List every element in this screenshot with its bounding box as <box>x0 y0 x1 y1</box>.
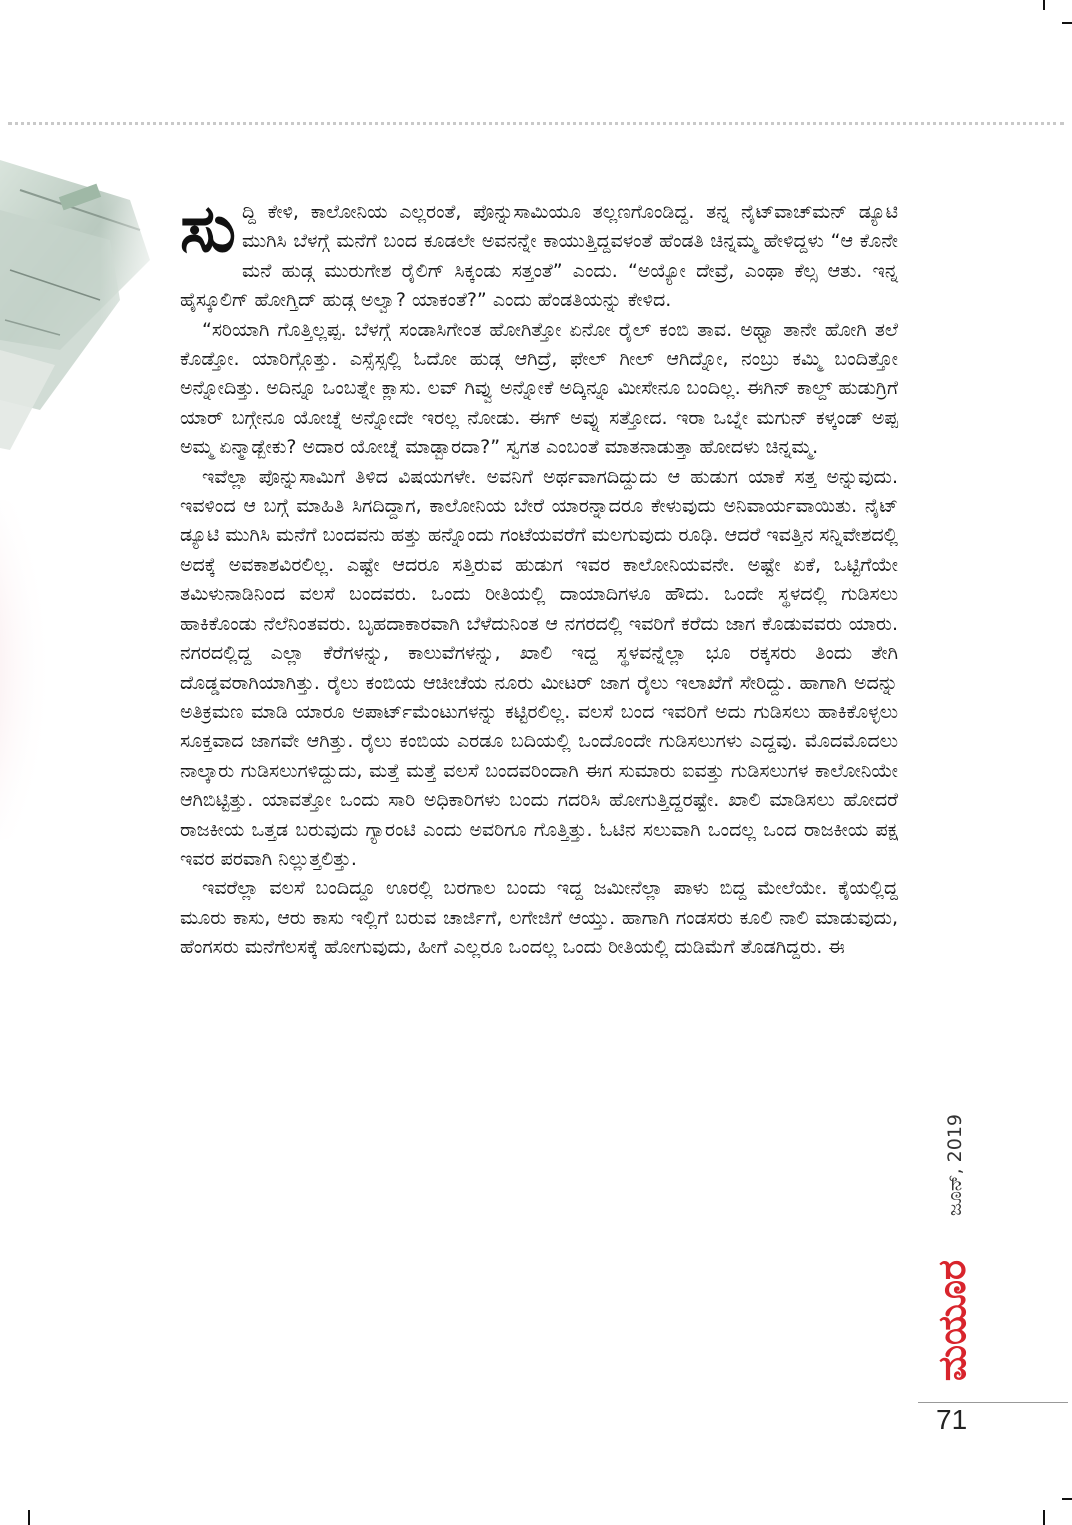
article-paragraph: “ಸರಿಯಾಗಿ ಗೊತ್ತಿಲ್ಲಪ್ಪ. ಬೆಳಗ್ಗೆ ಸಂಡಾಸಿಗೇಂತ ಹೋಗಿತ್ತೋ ಏನೋ ರೈಲ್ ಕಂಬಿ ತಾವ. ಅಥ್ವಾ ತಾನೇ ಹೋಗಿ ತಲೆ ಕೊಡ್ತೋ. ಯಾರಿಗ್ಗೊತ್ತು. ಎಸ್ಸೆಸ್ಸಲ್ಲಿ ಓದೋ ಹುಡ್ಗ ಆಗಿದ್ರೆ, ಫೇಲ್ ಗೀಲ್ ಆಗಿದ್ನೋ, ನಂಬ್ರು ಕಮ್ಮಿ ಬಂದಿತ್ತೋ ಅನ್ನೋದಿತ್ತು. ಅದಿನ್ನೂ ಒಂಬತ್ನೇ ಕ್ಲಾಸು. ಲವ್ ಗಿವ್ವು ಅನ್ನೋಕೆ ಅದ್ಕಿನ್ನೂ ಮೀಸೇನೂ ಬಂದಿಲ್ಲ. ಈಗಿನ್ ಕಾಲ್ದ್ ಹುಡುಗ್ರಿಗೆ ಯಾರ್ ಬಗ್ಗೇನೂ ಯೋಚ್ನೆ ಅನ್ನೋದೇ ಇರಲ್ಲ ನೋಡು. ಈಗ್ ಅವ್ನು ಸತ್ತೋದ. ಇರಾ ಒಬ್ನೇ ಮಗುನ್ ಕಳ್ಕಂಡ್ ಅಪ್ಪ ಅಮ್ಮ ಏನ್ಮಾಡ್ಬೇಕು? ಅದಾರ ಯೋಚ್ನೆ ಮಾಡ್ಬಾರದಾ?” ಸ್ವಗತ ಎಂಬಂತೆ ಮಾತನಾಡುತ್ತಾ ಹೋದಳು ಚಿನ್ನಮ್ಮ. <box>180 318 898 459</box>
drop-cap: ಸು <box>180 190 237 267</box>
article-body <box>180 190 898 963</box>
issue-date <box>942 1095 968 1235</box>
page-number: 71 <box>936 1404 968 1435</box>
issue-date-text: ಜೂನ್, 2019 <box>944 1113 967 1217</box>
crop-mark <box>1043 0 1045 10</box>
footer-rule <box>918 1402 1068 1403</box>
magazine-logo <box>928 1245 978 1395</box>
crop-mark <box>1043 1510 1045 1525</box>
magazine-logo-text: ಮಯೂರ <box>930 1259 975 1381</box>
paragraph-text: ದ್ದಿ ಕೇಳಿ, ಕಾಲೋನಿಯ ಎಲ್ಲರಂತೆ, ಪೊನ್ನುಸಾಮಿಯೂ ತಲ್ಲಣಗೊಂಡಿದ್ದ. ತನ್ನ ನೈಟ್‌ವಾಚ್‌ಮನ್ ಡ್ಯೂಟಿ ಮುಗಿಸಿ ಬೆಳಗ್ಗೆ ಮನೆಗೆ ಬಂದ ಕೂಡಲೇ ಅವನನ್ನೇ ಕಾಯುತ್ತಿದ್ದವಳಂತೆ ಹೆಂಡತಿ ಚಿನ್ನಮ್ಮ ಹೇಳಿದ್ದಳು “ಆ ಕೊನೇ ಮನೆ ಹುಡ್ಗ ಮುರುಗೇಶ ರೈಲಿಗ್ ಸಿಕ್ಕಂಡು ಸತ್ತಂತೆ” ಎಂದು. “ಅಯ್ಯೋ ದೇವ್ರೆ, ಎಂಥಾ ಕೆಲ್ಸ ಆತು. ಇನ್ನ ಹೈಸ್ಕೂಲಿಗ್ ಹೋಗ್ತಿದ್ ಹುಡ್ಗ ಅಲ್ವಾ? ಯಾಕಂತೆ?” ಎಂದು ಹೆಂಡತಿಯನ್ನು ಕೇಳಿದ. <box>180 201 898 312</box>
crop-mark <box>1062 22 1072 24</box>
crop-mark <box>28 1510 30 1525</box>
article-paragraph: ಇವರೆಲ್ಲಾ ವಲಸೆ ಬಂದಿದ್ದೂ ಊರಲ್ಲಿ ಬರಗಾಲ ಬಂದು ಇದ್ದ ಜಮೀನೆಲ್ಲಾ ಪಾಳು ಬಿದ್ದ ಮೇಲೆಯೇ. ಕೈಯಲ್ಲಿದ್ದ ಮೂರು ಕಾಸು, ಆರು ಕಾಸು ಇಲ್ಲಿಗೆ ಬರುವ ಚಾರ್ಜಿಗೆ, ಲಗೇಜಿಗೆ ಆಯ್ತು. ಹಾಗಾಗಿ ಗಂಡಸರು ಕೂಲಿ ನಾಲಿ ಮಾಡುವುದು, ಹೆಂಗಸರು ಮನೆಗೆಲಸಕ್ಕೆ ಹೋಗುವುದು, ಹೀಗೆ ಎಲ್ಲರೂ ಒಂದಲ್ಲ ಒಂದು ರೀತಿಯಲ್ಲಿ ದುಡಿಮೆಗೆ ತೊಡಗಿದ್ದರು. ಈ <box>180 877 898 959</box>
header-dotted-rule <box>8 122 1064 125</box>
banknote-illustration <box>0 150 180 910</box>
article-paragraph <box>180 190 898 316</box>
crop-mark <box>1062 1498 1072 1500</box>
article-paragraph: ಇವೆಲ್ಲಾ ಪೊನ್ನುಸಾಮಿಗೆ ತಿಳಿದ ವಿಷಯಗಳೇ. ಅವನಿಗೆ ಅರ್ಥವಾಗದಿದ್ದುದು ಆ ಹುಡುಗ ಯಾಕೆ ಸತ್ತ ಅನ್ನುವುದು. ಇವಳಿಂದ ಆ ಬಗ್ಗೆ ಮಾಹಿತಿ ಸಿಗದಿದ್ದಾಗ, ಕಾಲೋನಿಯ ಬೇರೆ ಯಾರನ್ನಾದರೂ ಕೇಳುವುದು ಅನಿವಾರ್ಯವಾಯಿತು. ನೈಟ್ ಡ್ಯೂಟಿ ಮುಗಿಸಿ ಮನೆಗೆ ಬಂದವನು ಹತ್ತು ಹನ್ನೊಂದು ಗಂಟೆಯವರೆಗೆ ಮಲಗುವುದು ರೂಢಿ. ಆದರೆ ಇವತ್ತಿನ ಸನ್ನಿವೇಶದಲ್ಲಿ ಅದಕ್ಕೆ ಅವಕಾಶವಿರಲಿಲ್ಲ. ಎಷ್ಟೇ ಆದರೂ ಸತ್ತಿರುವ ಹುಡುಗ ಇವರ ಕಾಲೋನಿಯವನೇ. ಅಷ್ಟೇ ಏಕೆ, ಒಟ್ಟಿಗೆಯೇ ತಮಿಳುನಾಡಿನಿಂದ ವಲಸೆ ಬಂದವರು. ಒಂದು ರೀತಿಯಲ್ಲಿ ದಾಯಾದಿಗಳೂ ಹೌದು. ಒಂದೇ ಸ್ಥಳದಲ್ಲಿ ಗುಡಿಸಲು ಹಾಕಿಕೊಂಡು ನೆಲೆನಿಂತವರು. ಬೃಹದಾಕಾರವಾಗಿ ಬೆಳೆದುನಿಂತ ಆ ನಗರದಲ್ಲಿ ಇವರಿಗೆ ಕರೆದು ಜಾಗ ಕೊಡುವವರು ಯಾರು. ನಗರದಲ್ಲಿದ್ದ ಎಲ್ಲಾ ಕೆರೆಗಳನ್ನು, ಕಾಲುವೆಗಳನ್ನು, ಖಾಲಿ ಇದ್ದ ಸ್ಥಳವನ್ನೆಲ್ಲಾ ಭೂ ರಕ್ಕಸರು ತಿಂದು ತೇಗಿ ದೊಡ್ಡವರಾಗಿಯಾಗಿತ್ತು. ರೈಲು ಕಂಬಿಯ ಆಚೀಚೆಯ ನೂರು ಮೀಟರ್ ಜಾಗ ರೈಲು ಇಲಾಖೆಗೆ ಸೇರಿದ್ದು. ಹಾಗಾಗಿ ಅದನ್ನು ಅತಿಕ್ರಮಣ ಮಾಡಿ ಯಾರೂ ಅಪಾರ್ಟ್‌ಮೆಂಟುಗಳನ್ನು ಕಟ್ಟಿರಲಿಲ್ಲ. ವಲಸೆ ಬಂದ ಇವರಿಗೆ ಅದು ಗುಡಿಸಲು ಹಾಕಿಕೊಳ್ಳಲು ಸೂಕ್ತವಾದ ಜಾಗವೇ ಆಗಿತ್ತು. ರೈಲು ಕಂಬಿಯ ಎರಡೂ ಬದಿಯಲ್ಲಿ ಒಂದೊಂದೇ ಗುಡಿಸಲುಗಳು ಎದ್ದವು. ಮೊದಮೊದಲು ನಾಲ್ಕಾರು ಗುಡಿಸಲುಗಳಿದ್ದುದು, ಮತ್ತೆ ಮತ್ತೆ ವಲಸೆ ಬಂದವರಿಂದಾಗಿ ಈಗ ಸುಮಾರು ಐವತ್ತು ಗುಡಿಸಲುಗಳ ಕಾಲೋನಿಯೇ ಆಗಿಬಿಟ್ಟಿತ್ತು. ಯಾವತ್ತೋ ಒಂದು ಸಾರಿ ಅಧಿಕಾರಿಗಳು ಬಂದು ಗದರಿಸಿ ಹೋಗುತ್ತಿದ್ದರಷ್ಟೇ. ಖಾಲಿ ಮಾಡಿಸಲು ಹೋದರೆ ರಾಜಕೀಯ ಒತ್ತಡ ಬರುವುದು ಗ್ಯಾರಂಟಿ ಎಂದು ಅವರಿಗೂ ಗೊತ್ತಿತ್ತು. ಓಟಿನ ಸಲುವಾಗಿ ಒಂದಲ್ಲ ಒಂದ ರಾಜಕೀಯ ಪಕ್ಷ ಇವರ ಪರವಾಗಿ ನಿಲ್ಲುತ್ತಲಿತ್ತು. <box>180 465 898 870</box>
